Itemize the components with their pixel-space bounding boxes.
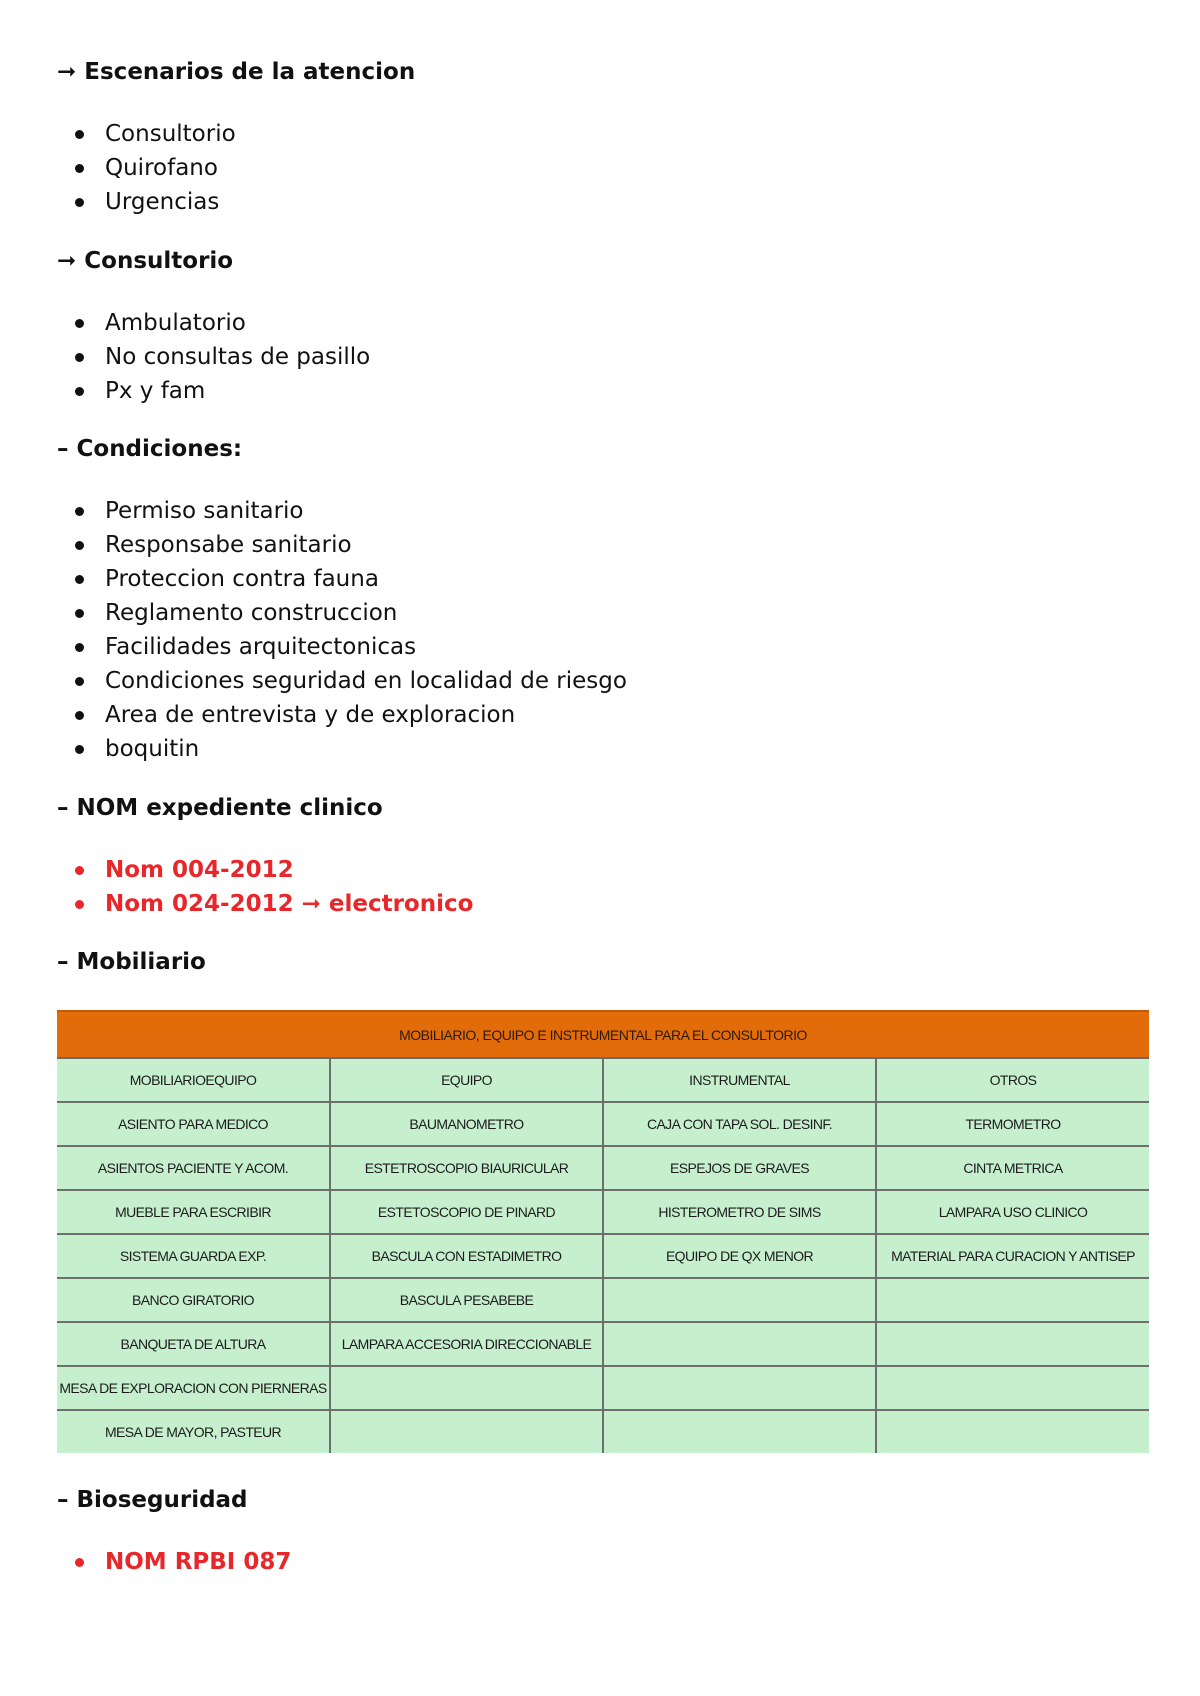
table-cell xyxy=(876,1366,1149,1410)
bullet-icon xyxy=(75,677,84,686)
table-cell: BANQUETA DE ALTURA xyxy=(57,1322,330,1366)
table-row xyxy=(57,1146,1149,1190)
column-header: EQUIPO xyxy=(330,1058,603,1102)
bullet-icon xyxy=(75,130,84,139)
table-row xyxy=(57,1190,1149,1234)
table-title-row xyxy=(57,1011,1149,1058)
table-row xyxy=(57,1322,1149,1366)
table-cell xyxy=(330,1366,603,1410)
list-item: Proteccion contra fauna xyxy=(57,562,627,596)
bullet-icon xyxy=(75,507,84,516)
bullet-icon xyxy=(75,866,84,875)
table-row xyxy=(57,1410,1149,1453)
bullet-icon xyxy=(75,198,84,207)
table-cell: MUEBLE PARA ESCRIBIR xyxy=(57,1190,330,1234)
table-cell: MATERIAL PARA CURACION Y ANTISEP xyxy=(876,1234,1149,1278)
bullet-icon xyxy=(75,164,84,173)
list-item: Urgencias xyxy=(57,185,236,219)
table-row xyxy=(57,1278,1149,1322)
table-cell: LAMPARA USO CLINICO xyxy=(876,1190,1149,1234)
list-item: Nom 024-2012 ➞ electronico xyxy=(57,887,473,921)
bullet-icon xyxy=(75,609,84,618)
list-item: Quirofano xyxy=(57,151,236,185)
table-row xyxy=(57,1102,1149,1146)
list-bioseguridad xyxy=(57,1545,291,1579)
list-item: Reglamento construccion xyxy=(57,596,627,630)
list-item: Condiciones seguridad en localidad de riesgo xyxy=(57,664,627,698)
column-header: INSTRUMENTAL xyxy=(603,1058,876,1102)
mobiliario-table xyxy=(57,1010,1149,1453)
list-item: Ambulatorio xyxy=(57,306,370,340)
list-item: Responsabe sanitario xyxy=(57,528,627,562)
table-cell: MESA DE EXPLORACION CON PIERNERAS xyxy=(57,1366,330,1410)
table-cell: SISTEMA GUARDA EXP. xyxy=(57,1234,330,1278)
list-item: boquitin xyxy=(57,732,627,766)
table-cell xyxy=(876,1278,1149,1322)
table-row xyxy=(57,1234,1149,1278)
bullet-icon xyxy=(75,643,84,652)
heading-mobiliario: – Mobiliario xyxy=(57,949,206,975)
table-cell xyxy=(876,1410,1149,1453)
table-cell: BASCULA PESABEBE xyxy=(330,1278,603,1322)
table-header-row xyxy=(57,1058,1149,1102)
table-cell: TERMOMETRO xyxy=(876,1102,1149,1146)
table-cell: EQUIPO DE QX MENOR xyxy=(603,1234,876,1278)
bullet-icon xyxy=(75,745,84,754)
heading-escenarios: ➞ Escenarios de la atencion xyxy=(57,59,416,85)
table-cell xyxy=(603,1278,876,1322)
table-cell xyxy=(330,1410,603,1453)
column-header: OTROS xyxy=(876,1058,1149,1102)
table-cell: ASIENTOS PACIENTE Y ACOM. xyxy=(57,1146,330,1190)
list-escenarios xyxy=(57,117,236,219)
table-cell: LAMPARA ACCESORIA DIRECCIONABLE xyxy=(330,1322,603,1366)
list-condiciones xyxy=(57,494,627,766)
bullet-icon xyxy=(75,541,84,550)
heading-nom-expediente: – NOM expediente clinico xyxy=(57,795,383,821)
table-cell: ESPEJOS DE GRAVES xyxy=(603,1146,876,1190)
heading-condiciones: – Condiciones: xyxy=(57,436,243,462)
table-cell: ASIENTO PARA MEDICO xyxy=(57,1102,330,1146)
table-cell: BASCULA CON ESTADIMETRO xyxy=(330,1234,603,1278)
table-cell: BANCO GIRATORIO xyxy=(57,1278,330,1322)
table-row xyxy=(57,1366,1149,1410)
table-cell: CAJA CON TAPA SOL. DESINF. xyxy=(603,1102,876,1146)
table-cell: ESTETROSCOPIO BIAURICULAR xyxy=(330,1146,603,1190)
list-nom-expediente xyxy=(57,853,473,921)
list-item: NOM RPBI 087 xyxy=(57,1545,291,1579)
table-cell xyxy=(603,1322,876,1366)
list-item: Px y fam xyxy=(57,374,370,408)
bullet-icon xyxy=(75,900,84,909)
bullet-icon xyxy=(75,711,84,720)
heading-bioseguridad: – Bioseguridad xyxy=(57,1487,248,1513)
list-item: Area de entrevista y de exploracion xyxy=(57,698,627,732)
table-cell xyxy=(603,1366,876,1410)
bullet-icon xyxy=(75,353,84,362)
table-cell: BAUMANOMETRO xyxy=(330,1102,603,1146)
table-cell: CINTA METRICA xyxy=(876,1146,1149,1190)
list-item: No consultas de pasillo xyxy=(57,340,370,374)
heading-consultorio: ➞ Consultorio xyxy=(57,248,234,274)
table-cell: HISTEROMETRO DE SIMS xyxy=(603,1190,876,1234)
bullet-icon xyxy=(75,575,84,584)
table-title: MOBILIARIO, EQUIPO E INSTRUMENTAL PARA EL CONSULTORIO xyxy=(57,1011,1149,1058)
bullet-icon xyxy=(75,1558,84,1567)
list-item: Facilidades arquitectonicas xyxy=(57,630,627,664)
bullet-icon xyxy=(75,319,84,328)
list-item: Permiso sanitario xyxy=(57,494,627,528)
list-item: Nom 004-2012 xyxy=(57,853,473,887)
table-cell xyxy=(876,1322,1149,1366)
bullet-icon xyxy=(75,387,84,396)
list-consultorio xyxy=(57,306,370,408)
table-cell: MESA DE MAYOR, PASTEUR xyxy=(57,1410,330,1453)
table-cell xyxy=(603,1410,876,1453)
list-item: Consultorio xyxy=(57,117,236,151)
column-header: MOBILIARIOEQUIPO xyxy=(57,1058,330,1102)
table-cell: ESTETOSCOPIO DE PINARD xyxy=(330,1190,603,1234)
